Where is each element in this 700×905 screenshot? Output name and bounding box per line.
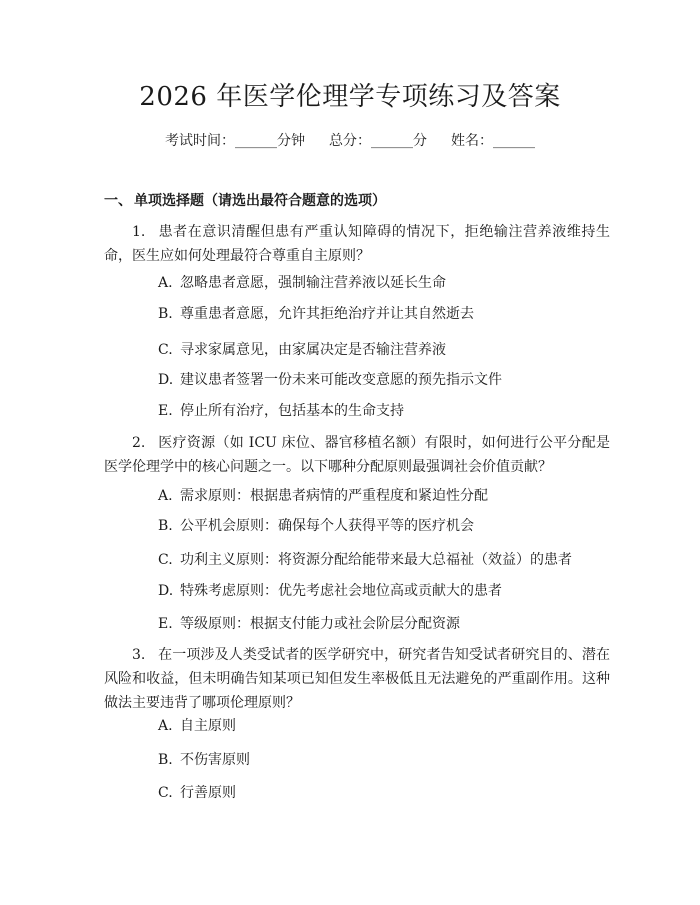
option-letter: C. — [158, 552, 173, 568]
question-number: 1. — [132, 224, 146, 240]
option-text: 忽略患者意愿，强制输注营养液以延长生命 — [180, 275, 446, 291]
option-text: 不伤害原则 — [180, 752, 250, 768]
question-number: 2. — [132, 435, 146, 451]
option-text: 公平机会原则：确保每个人获得平等的医疗机会 — [180, 518, 474, 534]
option-letter: A. — [158, 718, 173, 734]
question-2-option-e — [158, 613, 460, 635]
question-2-option-a — [158, 485, 488, 507]
option-letter: A. — [158, 488, 173, 504]
page-title: 2026 年医学伦理学专项练习及答案 — [139, 82, 561, 112]
option-text: 建议患者签署一份未来可能改变意愿的预先指示文件 — [180, 372, 502, 388]
option-text: 自主原则 — [180, 718, 236, 734]
section-number: 一、 — [104, 193, 132, 209]
question-2-option-d — [158, 580, 502, 602]
question-1 — [104, 220, 610, 268]
question-2-option-b — [158, 515, 474, 537]
question-text: 在一项涉及人类受试者的医学研究中，研究者告知受试者研究目的、潜在风险和收益，但未明确告知某项已知但发生率极低且无法避免的严重副作用。这种做法主要违背了哪项伦理原则？ — [104, 647, 610, 711]
option-text: 寻求家属意见，由家属决定是否输注营养液 — [180, 342, 446, 358]
option-letter: D. — [158, 372, 174, 388]
option-letter: C. — [158, 785, 173, 801]
question-3-option-c — [158, 782, 236, 804]
question-1-option-c — [158, 339, 446, 361]
option-letter: A. — [158, 275, 173, 291]
option-letter: E. — [158, 403, 173, 419]
question-3 — [104, 643, 610, 715]
total-score-field: 总分：______分 — [329, 133, 427, 149]
question-1-option-b — [158, 303, 474, 325]
name-field: 姓名：______ — [451, 133, 535, 149]
question-number: 3. — [132, 647, 146, 663]
question-3-option-b — [158, 749, 250, 771]
question-3-option-a — [158, 715, 236, 737]
question-1-option-d — [158, 369, 502, 391]
option-letter: B. — [158, 306, 173, 322]
option-text: 需求原则：根据患者病情的严重程度和紧迫性分配 — [180, 488, 488, 504]
option-text: 尊重患者意愿，允许其拒绝治疗并让其自然逝去 — [180, 306, 474, 322]
question-2-option-c — [158, 549, 572, 571]
question-text: 医疗资源（如 ICU 床位、器官移植名额）有限时，如何进行公平分配是医学伦理学中的核心问题之一。以下哪种分配原则最强调社会价值贡献？ — [104, 435, 610, 475]
question-1-option-a — [158, 272, 446, 294]
question-text: 患者在意识清醒但患有严重认知障碍的情况下，拒绝输注营养液维持生命，医生应如何处理最符合尊重自主原则？ — [104, 224, 610, 264]
option-text: 等级原则：根据支付能力或社会阶层分配资源 — [180, 616, 460, 632]
exam-time-field: 考试时间：______分钟 — [165, 133, 305, 149]
section-heading — [104, 190, 386, 212]
option-letter: B. — [158, 518, 173, 534]
question-2 — [104, 431, 610, 479]
option-letter: E. — [158, 616, 173, 632]
exam-meta — [0, 130, 700, 152]
question-1-option-e — [158, 400, 404, 422]
option-letter: D. — [158, 583, 174, 599]
section-title: 单项选择题（请选出最符合题意的选项） — [134, 193, 386, 209]
option-letter: C. — [158, 342, 173, 358]
option-letter: B. — [158, 752, 173, 768]
option-text: 功利主义原则：将资源分配给能带来最大总福祉（效益）的患者 — [180, 552, 572, 568]
option-text: 停止所有治疗，包括基本的生命支持 — [180, 403, 404, 419]
option-text: 特殊考虑原则：优先考虑社会地位高或贡献大的患者 — [180, 583, 502, 599]
option-text: 行善原则 — [180, 785, 236, 801]
